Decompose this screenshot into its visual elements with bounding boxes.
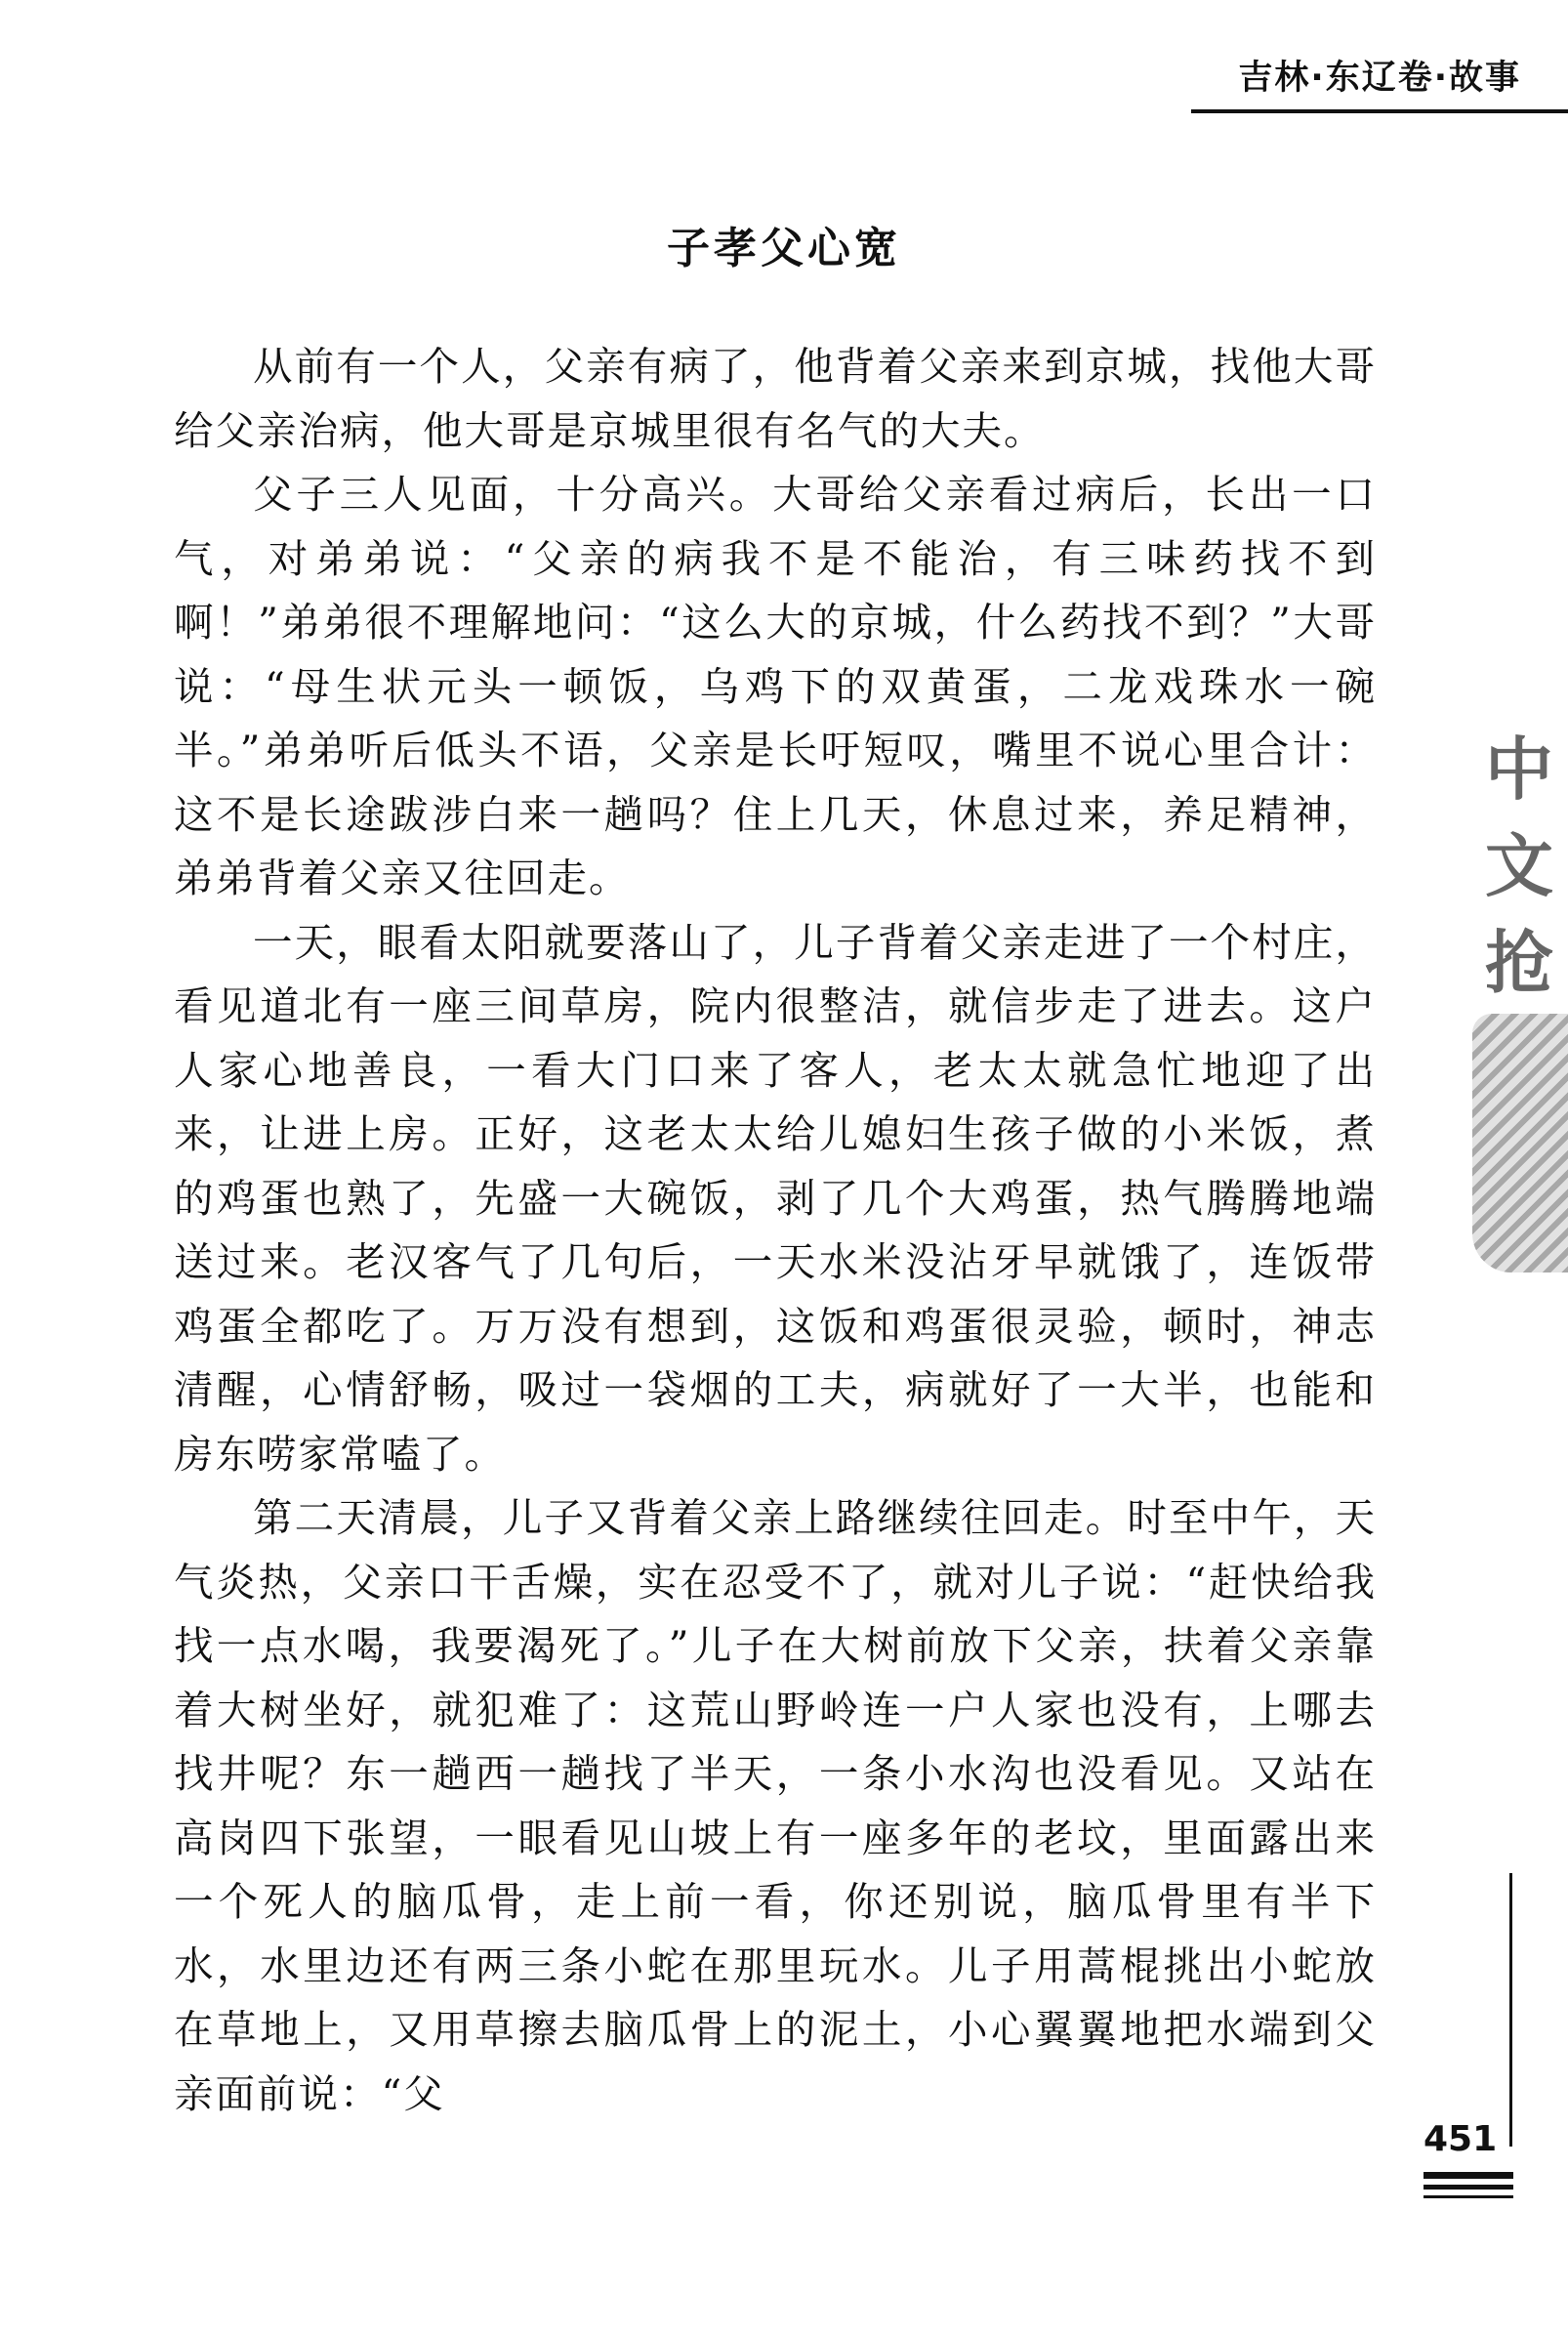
paragraph: 父子三人见面，十分高兴。大哥给父亲看过病后，长出一口气，对弟弟说：“父亲的病我不是不能治，有三味药找不到啊！”弟弟很不理解地问：“这么大的京城，什么药找不到？”大哥说：“母生状元头一顿饭，乌鸡下的双黄蛋，二龙戏珠水一碗半。”弟弟听后低头不语，父亲是长吁短叹，嘴里不说心里合计：这不是长途跋涉白来一趟吗？住上几天，休息过来，养足精神，弟弟背着父亲又往回走。 <box>174 471 1377 901</box>
header-rule <box>1191 109 1568 113</box>
paragraph: 从前有一个人，父亲有病了，他背着父亲来到京城，找他大哥给父亲治病，他大哥是京城里很有名气的大夫。 <box>174 343 1377 454</box>
side-tab-char: 文 <box>1485 826 1553 906</box>
margin-rule <box>1509 1873 1512 2147</box>
paragraph: 一天，眼看太阳就要落山了，儿子背着父亲走进了一个村庄，看见道北有一座三间草房，院内很整洁，就信步走了进去。这户人家心地善良，一看大门口来了客人，老太太就急忙地迎了出来，让进上房。正好，这老太太给儿媳妇生孩子做的小米饭，煮的鸡蛋也熟了，先盛一大碗饭，剥了几个大鸡蛋，热气腾腾地端送过来。老汉客气了几句后，一天水米没沾牙早就饿了，连饭带鸡蛋全都吃了。万万没有想到，这饭和鸡蛋很灵验，顿时，神志清醒，心情舒畅，吸过一袋烟的工夫，病就好了一大半，也能和房东唠家常嗑了。 <box>174 918 1377 1478</box>
page-number: 451 <box>1424 2119 1498 2159</box>
story-title: 子孝父心宽 <box>667 224 901 273</box>
paragraph: 第二天清晨，儿子又背着父亲上路继续往回走。时至中午，天气炎热，父亲口干舌燥，实在忍受不了，就对儿子说：“赶快给我找一点水喝，我要渴死了。”儿子在大树前放下父亲，扶着父亲靠着大树坐好，就犯难了：这荒山野岭连一户人家也没有，上哪去找井呢？东一趟西一趟找了半天，一条小水沟也没看见。又站在高岗四下张望，一眼看见山坡上有一座多年的老坟，里面露出来一个死人的脑瓜骨，走上前一看，你还别说，脑瓜骨里有半下水，水里边还有两三条小蛇在那里玩水。儿子用蒿棍挑出小蛇放在草地上，又用草擦去脑瓜骨上的泥土，小心翼翼地把水端到父亲面前说：“父 <box>174 1494 1377 2117</box>
running-header: 吉林·东辽卷·故事 <box>1238 59 1521 98</box>
side-tab-char: 抢 <box>1485 923 1553 1003</box>
page-number-rule <box>1424 2172 1513 2179</box>
page-number-rule <box>1424 2195 1513 2198</box>
story-body <box>174 335 1377 2126</box>
side-tab-char: 中 <box>1485 730 1553 810</box>
page-number-rule <box>1424 2185 1513 2190</box>
side-thumb-tab <box>1472 718 1568 1265</box>
mask-pattern-decoration <box>1472 1014 1568 1272</box>
